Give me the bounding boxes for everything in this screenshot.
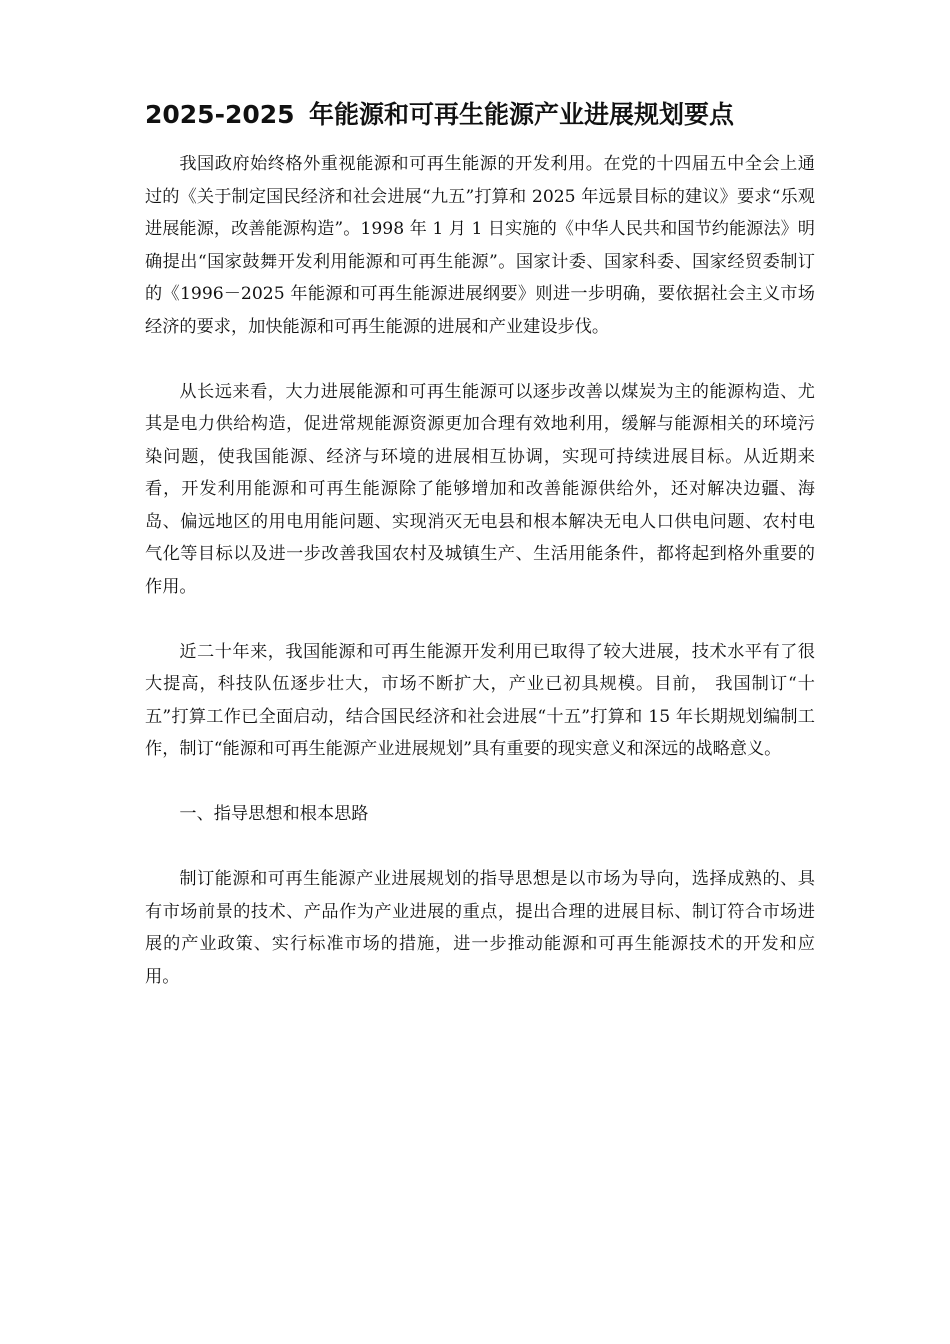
paragraph-guiding-thought: 制订能源和可再生能源产业进展规划的指导思想是以市场为导向，选择成熟的、具有市场前景的技术、产品作为产业进展的重点，提出合理的进展目标、制订符合市场进展的产业政策、实行标准市场的措施，进一步推动能源和可再生能源技术的开发和应用。 bbox=[145, 869, 815, 987]
document-title bbox=[145, 96, 825, 134]
paragraph-intro: 我国政府始终格外重视能源和可再生能源的开发利用。在党的十四届五中全会上通过的《关于制定国民经济和社会进展“九五”打算和 2025 年远景目标的建议》要求“乐观进展能源，改善能源构造”。1998 年 1 月 1 日实施的《中华人民共和国节约能源法》明确提出“国家鼓舞开发利用能源和可再生能源”。国家计委、国家科委、国家经贸委制订的《1996－2025 年能源和可再生能源进展纲要》则进一步明确，要依据社会主义市场经济的要求，加快能源和可再生能源的进展和产业建设步伐。 bbox=[145, 154, 815, 337]
title-year: 2025-2025 bbox=[145, 100, 295, 129]
document-body bbox=[145, 148, 815, 993]
paragraph-recent-progress: 近二十年来，我国能源和可再生能源开发利用已取得了较大进展，技术水平有了很大提高，科技队伍逐步壮大，市场不断扩大，产业已初具规模。目前， 我国制订“十五”打算工作已全面启动，结合国民经济和社会进展“十五”打算和 15 年长期规划编制工作，制订“能源和可再生能源产业进展规划”具有重要的现实意义和深远的战略意义。 bbox=[145, 641, 815, 759]
paragraph-long-term: 从长远来看，大力进展能源和可再生能源可以逐步改善以煤炭为主的能源构造、尤其是电力供给构造，促进常规能源资源更加合理有效地利用，缓解与能源相关的环境污染问题，使我国能源、经济与环境的进展相互协调，实现可持续进展目标。从近期来看，开发利用能源和可再生能源除了能够增加和改善能源供给外，还对解决边疆、海岛、偏远地区的用电用能问题、实现消灭无电县和根本解决无电人口供电问题、农村电气化等目标以及进一步改善我国农村及城镇生产、生活用能条件，都将起到格外重要的作用。 bbox=[145, 381, 815, 597]
section-heading-guiding-thought: 一、指导思想和根本思路 bbox=[179, 804, 369, 824]
title-text: 年能源和可再生能源产业进展规划要点 bbox=[309, 100, 735, 129]
